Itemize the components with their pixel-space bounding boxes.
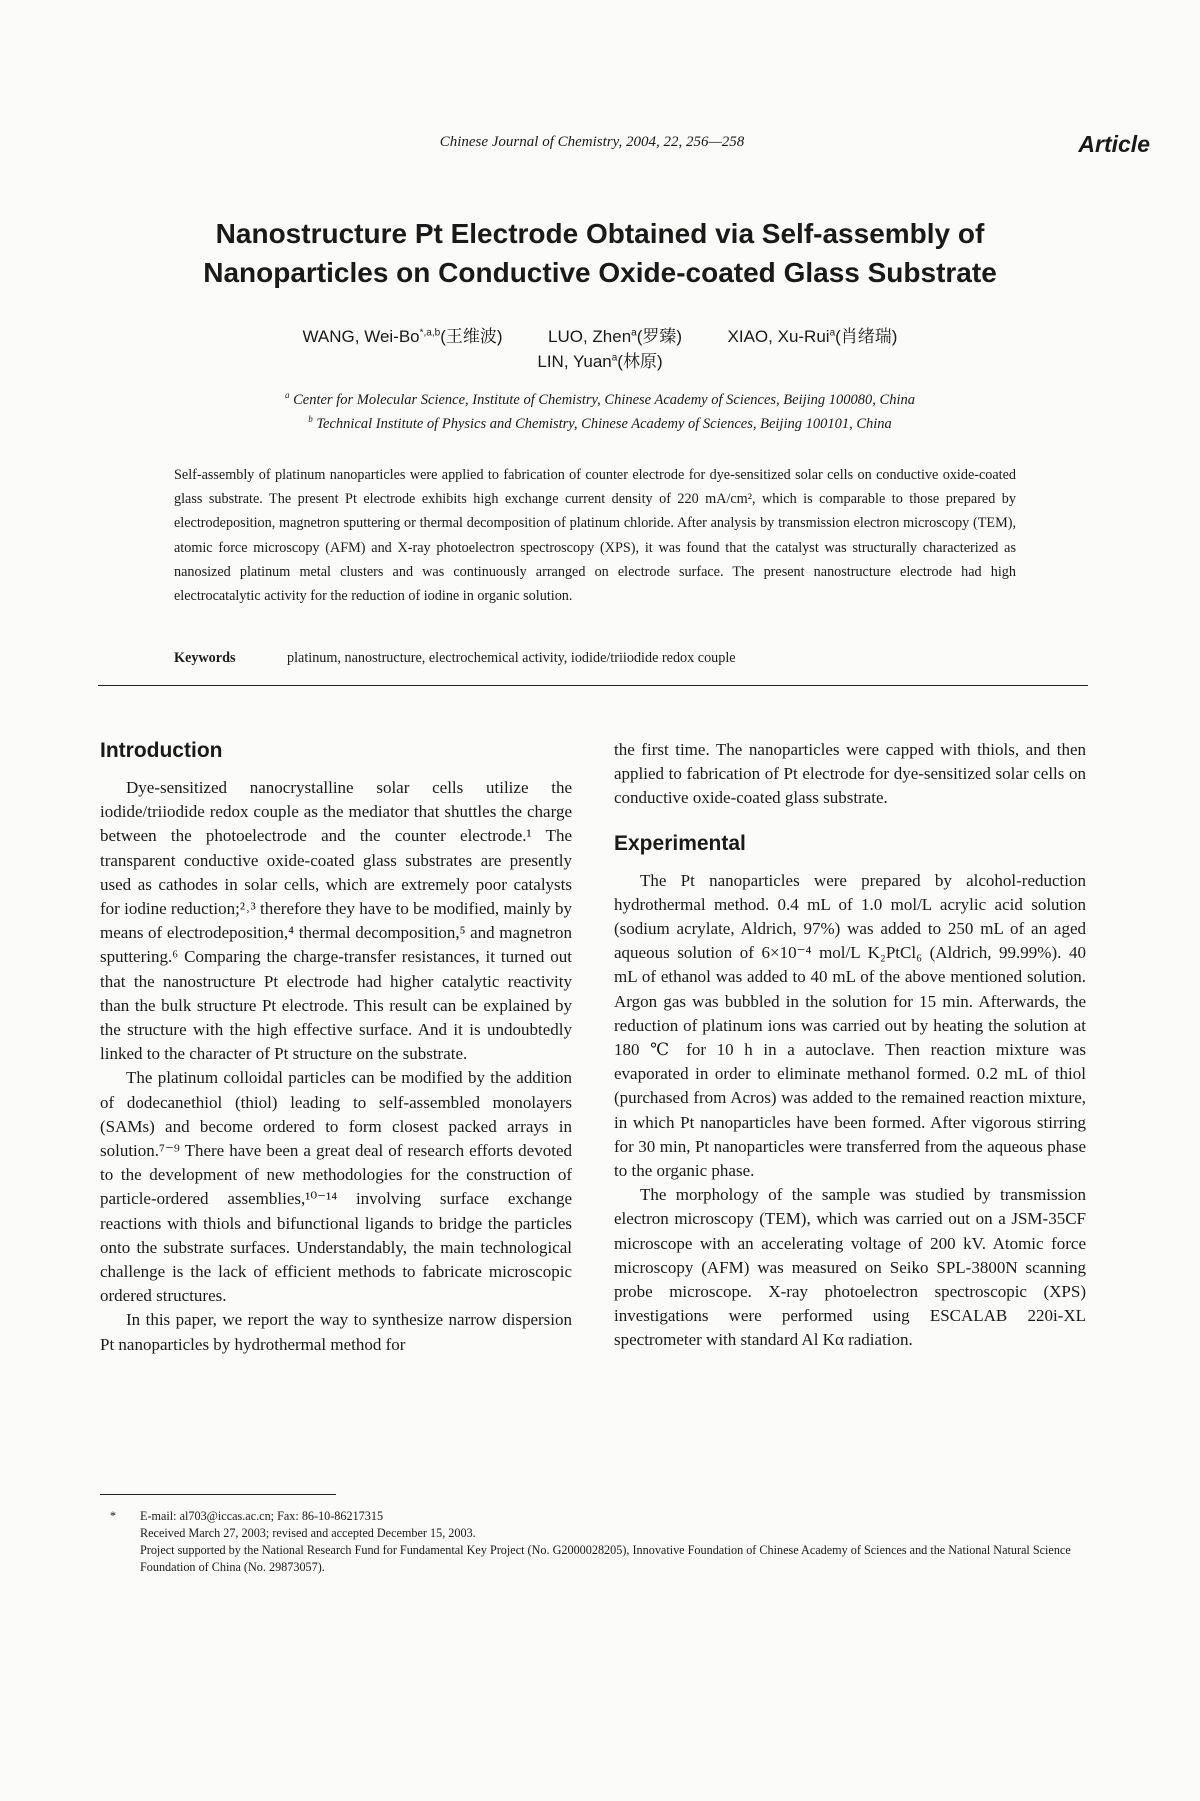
keywords-label: Keywords: [174, 650, 236, 666]
author-line-2: [150, 347, 1050, 372]
author-wang: WANG, Wei-$Bo^{*,a,b}$(王维波): [302, 327, 503, 346]
footnotes: [110, 1508, 1095, 1576]
footnote-divider: [100, 1494, 336, 1495]
experimental-heading: Experimental: [614, 831, 746, 855]
experimental-paragraph-2: The morphology of the sample was studied by transmission electron microscopy (TEM), which was carried out on a JSM-35CF microscope with an accelerating voltage of 200 kV. Atomic force microscopy (AFM) was measured on Seiko SPL-3800N scanning probe microscope. X-ray photoelectron spectroscopic (XPS) investigations were performed using ESCALAB 220i-XL spectrometer with standard Al Kα radiation.: [614, 1185, 1086, 1350]
introduction-paragraph-1: Dye-sensitized nanocrystalline solar cells utilize the iodide/triiodide redox couple as the mediator that shuttles the charge between the photoelectrode and the counter electrode.¹ The transparent conductive oxide-coated glass substrates are presently used as cathodes in solar cells, which are extremely poor catalysts for iodine reduction;²˒³ therefore they have to be modified, mainly by means of electrodeposition,⁴ thermal decomposition,⁵ and magnetron sputtering.⁶ Comparing the charge-transfer resistances, it turned out that the nanostructure Pt electrode had higher catalytic reactivity than the bulk structure Pt electrode. This result can be explained by the structure with the high effective surface. And it is undoubtedly linked to the character of Pt structure on the substrate.: [100, 778, 572, 1064]
introduction-heading: Introduction: [100, 739, 223, 762]
affiliation-b: $^b$ Technical Institute of Physics and Chemistry, Chinese Academy of Sciences, Beijing 100101, China: [308, 414, 892, 432]
footnote-received: Received March 27, 2003; revised and accepted December 15, 2003.: [140, 1526, 476, 1540]
introduction-paragraph-2: The platinum colloidal particles can be modified by the addition of dodecanethiol (thiol) leading to self-assembled monolayers (SAMs) and become ordered to form closest packed arrays in solution.⁷⁻⁹ There have been a great deal of research efforts devoted to the development of new methodologies for the construction of particle-ordered assemblies,¹⁰⁻¹⁴ involving surface exchange reactions with thiols and bifunctional ligands to bridge the particles onto the substrate surfaces. Understandably, the main technological challenge is the lack of efficient methods to fabricate microscopic ordered structures.: [100, 1068, 572, 1306]
article-type-label: Article: [1078, 131, 1150, 157]
section-divider: [98, 685, 1088, 686]
author-luo: LUO, Zhen$^a$(罗臻): [548, 327, 683, 346]
author-line-1: [150, 322, 1050, 347]
author-lin: LIN, Yuan$^a$(林原): [537, 352, 663, 371]
experimental-paragraph-1: The Pt nanoparticles were prepared by alcohol-reduction hydrothermal method. 0.4 mL of 1.0 mol/L acrylic acid solution (sodium acrylate, Aldrich, 97%) was added to 250 mL of an aged aqueous solution of 6×10⁻⁴ mol/L K₂PtCl₆ (Aldrich, 99.99%). 40 mL of ethanol was added to 40 mL of the above mentioned solution. Argon gas was bubbled in the solution for 15 min. Afterwards, the reduction of platinum ions was carried out by heating the solution at 180 ℃ for 10 h in a autoclave. Then reaction mixture was evaporated in order to eliminate methanol formed. 0.2 mL of thiol (purchased from Acros) was added to the remained reaction mixture, in which Pt nanoparticles have been formed. After vigorous stirring for 30 min, Pt nanoparticles were transferred from the aqueous phase to the organic phase.: [614, 870, 1086, 1181]
affiliation-a: $^a$ Center for Molecular Science, Institute of Chemistry, Chinese Academy of Sciences, Beijing 100080, China: [284, 390, 916, 408]
keywords-text: platinum, nanostructure, electrochemical activity, iodide/triiodide redox couple: [287, 650, 736, 666]
corresponding-author-mark: *: [110, 1509, 117, 1523]
footnote-project: Project supported by the National Research Fund for Fundamental Key Project (No. G2000028205), Innovative Foundation of Chinese Academy of Sciences and the National Natural Science Foundation of China (No. 29873057).: [140, 1543, 1071, 1574]
journal-citation: Chinese Journal of Chemistry, 2004, 22, 256—258: [439, 134, 745, 150]
author-xiao: XIAO, Xu-Rui$^a$(肖绪瑞): [727, 327, 898, 346]
left-column: [100, 738, 572, 1357]
keywords: [174, 650, 1016, 667]
right-column: [614, 738, 1086, 1353]
introduction-continuation: the first time. The nanoparticles were capped with thiols, and then applied to fabrication of Pt electrode for dye-sensitized solar cells on conductive oxide-coated glass substrate.: [614, 740, 1086, 808]
introduction-paragraph-3: In this paper, we report the way to synthesize narrow dispersion Pt nanoparticles by hydrothermal method for: [100, 1310, 572, 1354]
abstract: Self-assembly of platinum nanoparticles were applied to fabrication of counter electrode for dye-sensitized solar cells on conductive oxide-coated glass substrate. The present Pt electrode exhibits high exchange current density of 220 mA/cm², which is comparable to those prepared by electrodeposition, magnetron sputtering or thermal decomposition of platinum chloride. After analysis by transmission electron microscopy (TEM), atomic force microscopy (AFM) and X-ray photoelectron spectroscopy (XPS), it was found that the catalyst was structurally characterized as nanosized platinum metal clusters and was continuously arranged on electrode surface. The present nanostructure electrode had high electrocatalytic activity for the reduction of iodine in organic solution.: [174, 467, 1016, 605]
paper-title: Nanostructure Pt Electrode Obtained via Self-assembly of Nanoparticles on Conductive Oxide-coated Glass Substrate: [203, 218, 997, 288]
footnote-email: * E-mail: al703@iccas.ac.cn; Fax: 86-10-86217315: [110, 1509, 384, 1523]
